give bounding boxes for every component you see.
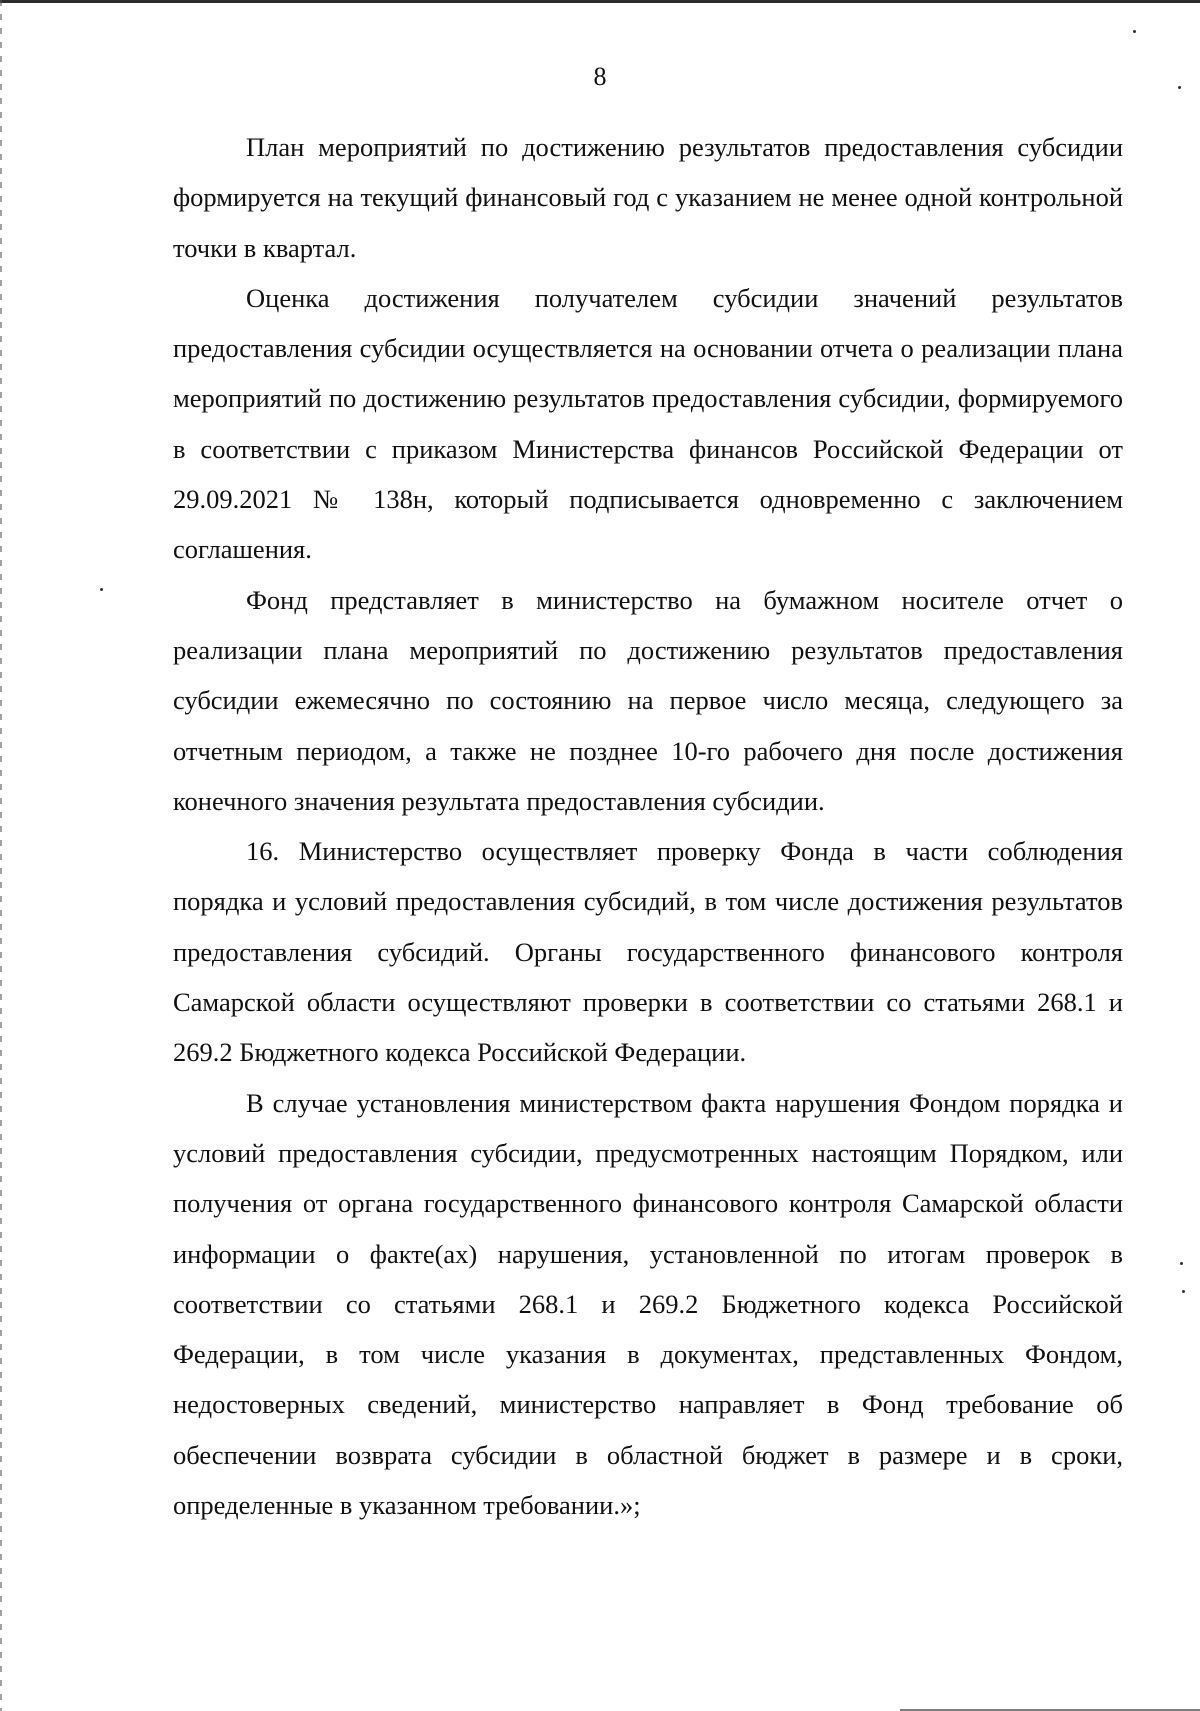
scan-top-border [0,0,1200,3]
scan-speck [1182,1290,1185,1293]
paragraph-violation: В случае установления министерством факта нарушения Фондом порядка и условий предоставления субсидии, предусмотренных настоящим Порядком, или получения от органа государственного финансового контроля Самарской области информации о факте(ах) нарушения, установленной по итогам проверок в соответствии со статьями 268.1 и 269.2 Бюджетного кодекса Российской Федерации, в том числе указания в документах, представленных Фондом, недостоверных сведений, министерство направляет в Фонд требование об обеспечении возврата субсидии в областной бюджет в размере и в сроки, определенные в указанном требовании.»; [173,1087,1123,1521]
scan-speck [100,588,103,591]
document-body [173,122,1123,1530]
scan-speck [1133,30,1136,33]
scan-speck [1180,1262,1183,1265]
paragraph-plan: План мероприятий по достижению результатов предоставления субсидии формируется на текущий финансовый год с указанием не менее одной контрольной точки в квартал. [173,132,1123,263]
paragraph-fund-report: Фонд представляет в министерство на бумажном носителе отчет о реализации плана мероприятий по достижению результатов предоставления субсидии ежемесячно по состоянию на первое число месяца, следующего за отчетным периодом, а также не позднее 10-го рабочего дня после достижения конечного значения результата предоставления субсидии. [173,584,1123,816]
scan-left-border [0,0,2,1711]
paragraph-assessment: Оценка достижения получателем субсидии значений результатов предоставления субсидии осуществляется на основании отчета о реализации плана мероприятий по достижению результатов предоставления субсидии, формируемого в соответствии с приказом Министерства финансов Российской Федерации от 29.09.2021 № 138н, который подписывается одновременно с заключением соглашения. [173,282,1123,565]
paragraph-clause-16: 16. Министерство осуществляет проверку Фонда в части соблюдения порядка и условий предоставления субсидий, в том числе достижения результатов предоставления субсидий. Органы государственного финансового контроля Самарской области осуществляют проверки в соответствии со статьями 268.1 и 269.2 Бюджетного кодекса Российской Федерации. [173,836,1123,1068]
page-number: 8 [593,62,607,91]
